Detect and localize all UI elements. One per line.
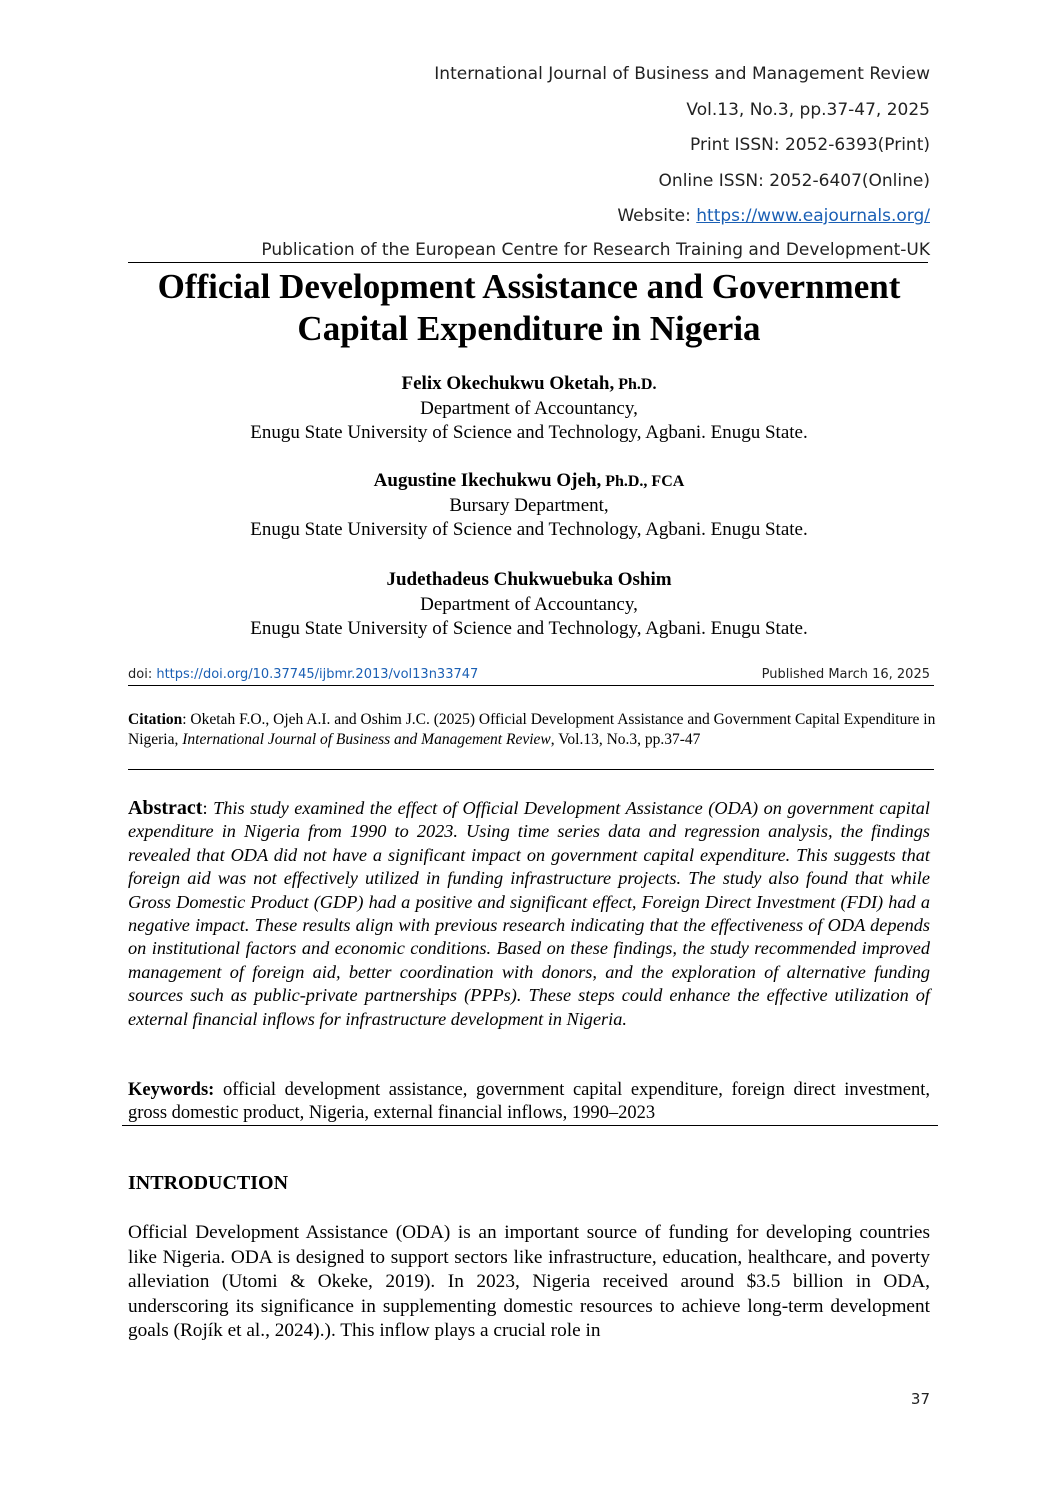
abstract-label: Abstract [128,797,203,819]
citation [128,710,938,750]
abstract-colon: : [202,798,214,818]
keywords [128,1079,930,1125]
published-date: Published March 16, 2025 [761,667,930,682]
keywords-text: official development assistance, government capital expenditure, foreign direct investment, gross domestic product, Nigeria, external financial inflows, 1990–2023 [128,1080,930,1123]
citation-volume: , Vol.13, No.3, pp.37-47 [550,731,701,748]
author-degree: Ph.D. [614,376,657,393]
volume-info: Vol.13, No.3, pp.37-47, 2025 [686,100,930,120]
paper-title [100,266,958,350]
author-affiliation: Enugu State University of Science and Technology, Agbani. Enugu State. [250,422,808,443]
print-issn: Print ISSN: 2052-6393(Print) [690,135,930,155]
keywords-divider [122,1125,938,1126]
header-divider [128,262,928,263]
intro-paragraph: Official Development Assistance (ODA) is an important source of funding for developing countries like Nigeria. ODA is designed to support sectors like infrastructure, education, healthcare, and poverty alleviation (Utomi & Okeke, 2019). In 2023, Nigeria received around $3.5 billion in ODA, underscoring its significance in supplementing domestic resources to achieve long-term development goals (Rojík et al., 2024).). This inflow plays a crucial role in [128,1222,930,1342]
website-label: Website: [617,206,697,226]
abstract-text: This study examined the effect of Official Development Assistance (ODA) on government capital expenditure in Nigeria from 1990 to 2023. Using time series data and regression analysis, the findings revealed that ODA did not have a significant impact on government capital expenditure. This suggests that foreign aid was not effectively utilized in funding infrastructure projects. The study also found that while Gross Domestic Product (GDP) had a positive and significant effect, Foreign Direct Investment (FDI) had a negative impact. These results align with previous research indicating that the effectiveness of ODA depends on institutional factors and economic conditions. Based on these findings, the study recommended improved management of foreign aid, better coordination with donors, and the exploration of alternative funding sources such as public-private partnerships (PPPs). These steps could enhance the effective utilization of external financial inflows for infrastructure development in Nigeria. [128,798,930,1029]
page-number: 37 [910,1390,930,1408]
author-block [128,372,930,445]
website-line [617,206,930,226]
author-block [128,568,930,641]
website-link[interactable]: https://www.eajournals.org/ [696,206,930,226]
author-department: Department of Accountancy, [420,594,638,615]
author-name: Felix Okechukwu Oketah, [401,373,615,394]
author-name: Judethadeus Chukwuebuka Oshim [386,569,672,590]
citation-divider [128,769,934,770]
section-heading: INTRODUCTION [128,1172,289,1194]
author-name: Augustine Ikechukwu Ojeh, [373,470,602,491]
title-line-1: Official Development Assistance and Government [157,267,901,306]
doi-label: doi: [128,667,157,682]
author-department: Bursary Department, [449,495,609,516]
author-block [128,469,930,542]
author-affiliation: Enugu State University of Science and Technology, Agbani. Enugu State. [250,618,808,639]
doi-divider [128,685,934,686]
author-department: Department of Accountancy, [420,398,638,419]
doi-row [128,667,930,682]
doi-link[interactable]: https://doi.org/10.37745/ijbmr.2013/vol13n33747 [156,667,479,682]
online-issn: Online ISSN: 2052-6407(Online) [658,171,930,191]
publisher-line: Publication of the European Centre for Research Training and Development-UK [261,240,930,260]
journal-name: International Journal of Business and Management Review [434,64,930,84]
citation-label: Citation [128,711,183,728]
author-degree: Ph.D., FCA [601,473,685,490]
citation-text: : Oketah F.O., Ojeh A.I. and Oshim J.C. (2025) Official Development Assistance and Government Capital Expenditure in Nigeria, [128,711,936,748]
citation-journal: International Journal of Business and Management Review [182,731,551,748]
title-line-2: Capital Expenditure in Nigeria [297,309,761,348]
author-affiliation: Enugu State University of Science and Technology, Agbani. Enugu State. [250,519,808,540]
abstract [128,797,930,1031]
keywords-label: Keywords: [128,1080,215,1100]
